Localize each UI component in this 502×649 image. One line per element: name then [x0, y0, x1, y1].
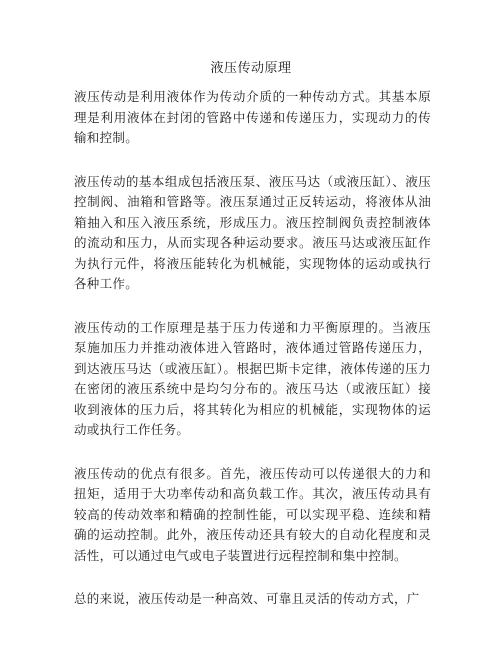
paragraph-2: 液压传动的基本组成包括液压泵、液压马达（或液压缸）、液压控制阀、油箱和管路等。液压泵通过正反转运动，将液体从油箱抽入和压入液压系统，形成压力。液压控制阀负责控制液体的流动和压力，从而实现各种运动要求。液压马达或液压缸作为执行元件，将液压能转化为机械能，实现物体的运动或执行各种工作。 — [74, 173, 431, 291]
paragraph-3: 液压传动的工作原理是基于压力传递和力平衡原理的。当液压泵施加压力并推动液体进入管路时，液体通过管路传递压力，到达液压马达（或液压缸）。根据巴斯卡定律，液体传递的压力在密闭的液压系统中是均匀分布的。液压马达（或液压缸）接收到液体的压力后，将其转化为相应的机械能，实现物体的运动或执行工作任务。 — [74, 319, 431, 437]
paragraph-1: 液压传动是利用液体作为传动介质的一种传动方式。其基本原理是利用液体在封闭的管路中传递和传递压力，实现动力的传输和控制。 — [74, 89, 431, 145]
paragraph-5: 总的来说，液压传动是一种高效、可靠且灵活的传动方式，广 — [74, 591, 420, 606]
document-title: 液压传动原理 — [210, 61, 292, 76]
document-body — [74, 87, 431, 633]
paragraph-4: 液压传动的优点有很多。首先，液压传动可以传递很大的力和扭矩，适用于大功率传动和高负载工作。其次，液压传动具有较高的传动效率和精确的控制性能，可以实现平稳、连续和精确的运动控制。此外，液压传动还具有较大的自动化程度和灵活性，可以通过电气或电子装置进行远程控制和集中控制。 — [74, 465, 431, 563]
